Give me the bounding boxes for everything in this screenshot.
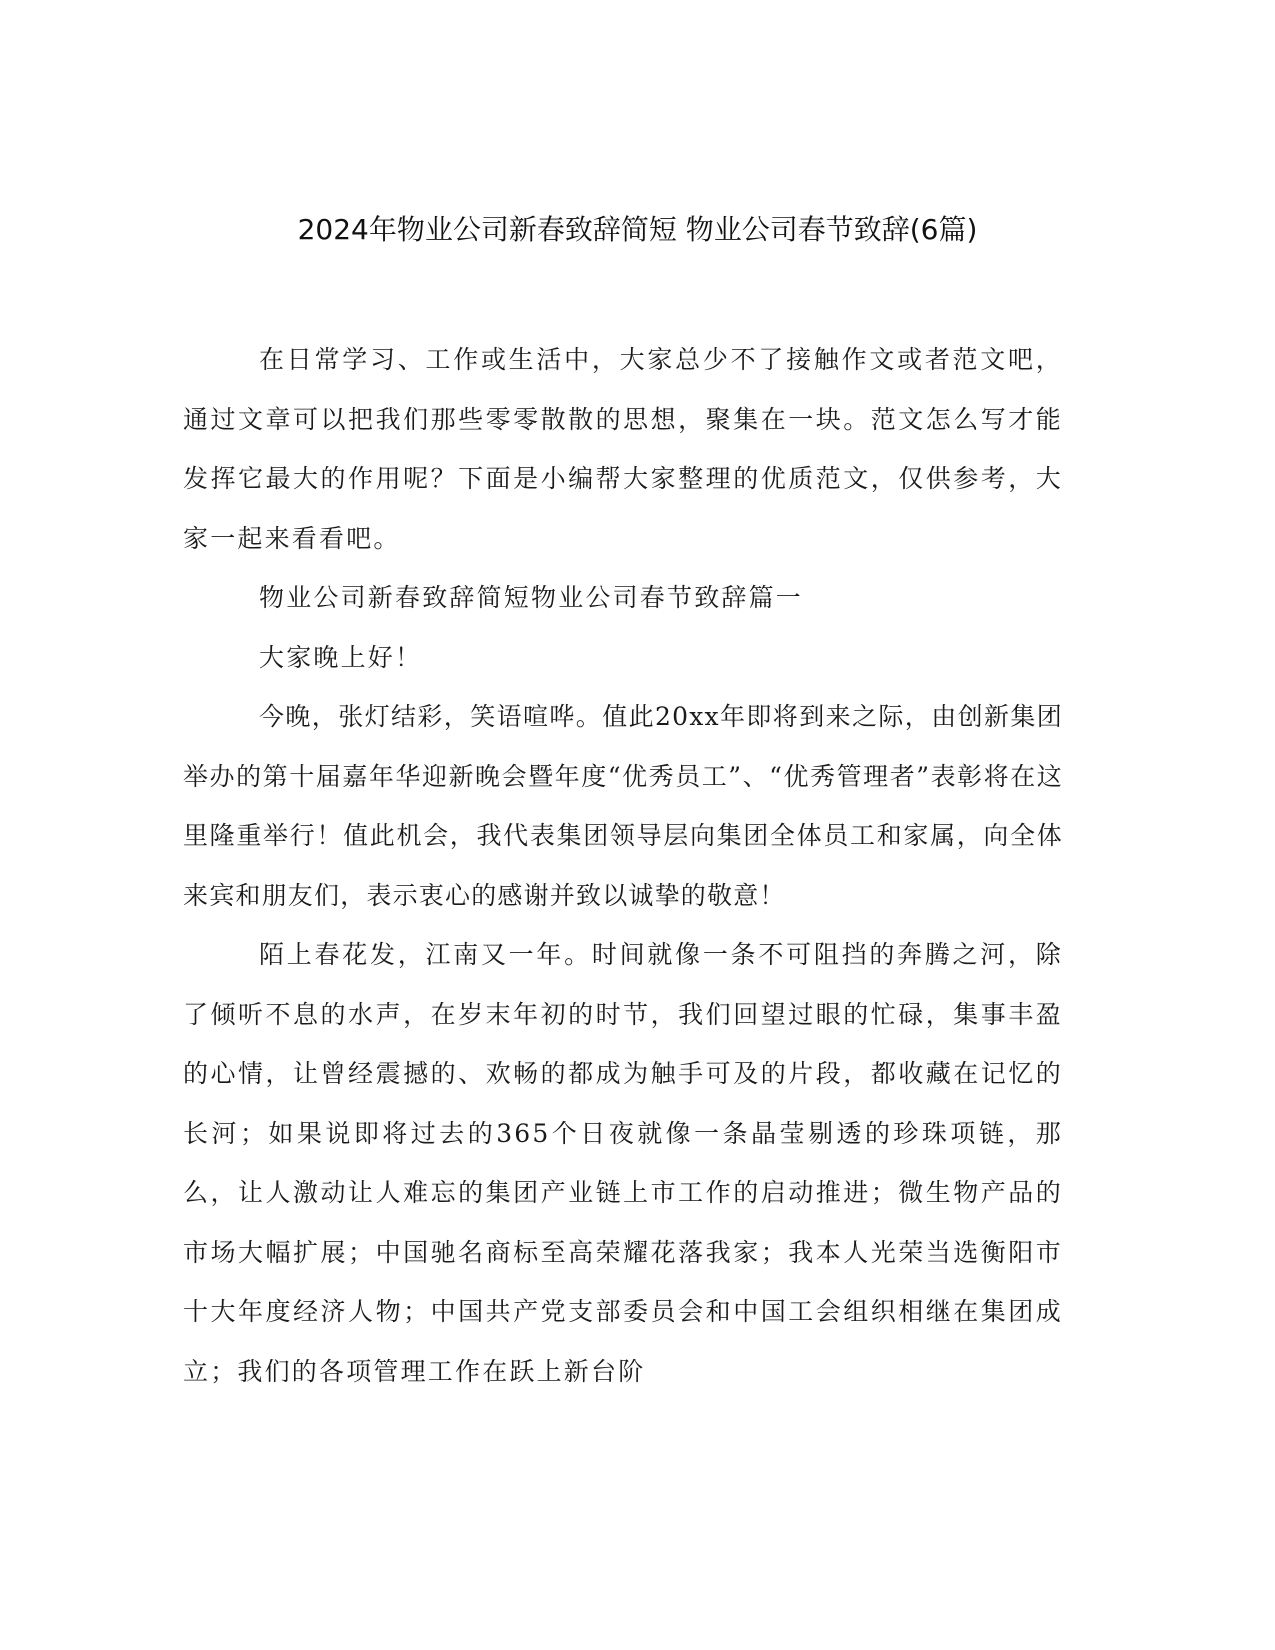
document-title: 2024年物业公司新春致辞简短 物业公司春节致辞(6篇)	[297, 213, 978, 246]
document-body	[183, 330, 1063, 1401]
body-paragraph: 今晚，张灯结彩，笑语喧哗。值此20xx年即将到来之际，由创新集团举办的第十届嘉年华迎新晚会暨年度“优秀员工”、“优秀管理者”表彰将在这里隆重举行！值此机会，我代表集团领导层向集团全体员工和家属，向全体来宾和朋友们，表示衷心的感谢并致以诚挚的敬意！	[183, 702, 1063, 910]
section-heading: 物业公司新春致辞简短物业公司春节致辞篇一	[259, 583, 804, 612]
greeting-paragraph: 大家晚上好！	[259, 642, 423, 672]
intro-paragraph: 在日常学习、工作或生活中，大家总少不了接触作文或者范文吧，通过文章可以把我们那些零零散散的思想，聚集在一块。范文怎么写才能发挥它最大的作用呢？下面是小编帮大家整理的优质范文，仅供参考，大家一起来看看吧。	[183, 345, 1063, 553]
body-paragraph: 陌上春花发，江南又一年。时间就像一条不可阻挡的奔腾之河，除了倾听不息的水声，在岁末年初的时节，我们回望过眼的忙碌，集事丰盈的心情，让曾经震撼的、欢畅的都成为触手可及的片段，都收藏在记忆的长河；如果说即将过去的365个日夜就像一条晶莹剔透的珍珠项链，那么，让人激动让人难忘的集团产业链上市工作的启动推进；微生物产品的市场大幅扩展；中国驰名商标至高荣耀花落我家；我本人光荣当选衡阳市十大年度经济人物；中国共产党支部委员会和中国工会组织相继在集团成立；我们的各项管理工作在跃上新台阶	[183, 940, 1063, 1386]
